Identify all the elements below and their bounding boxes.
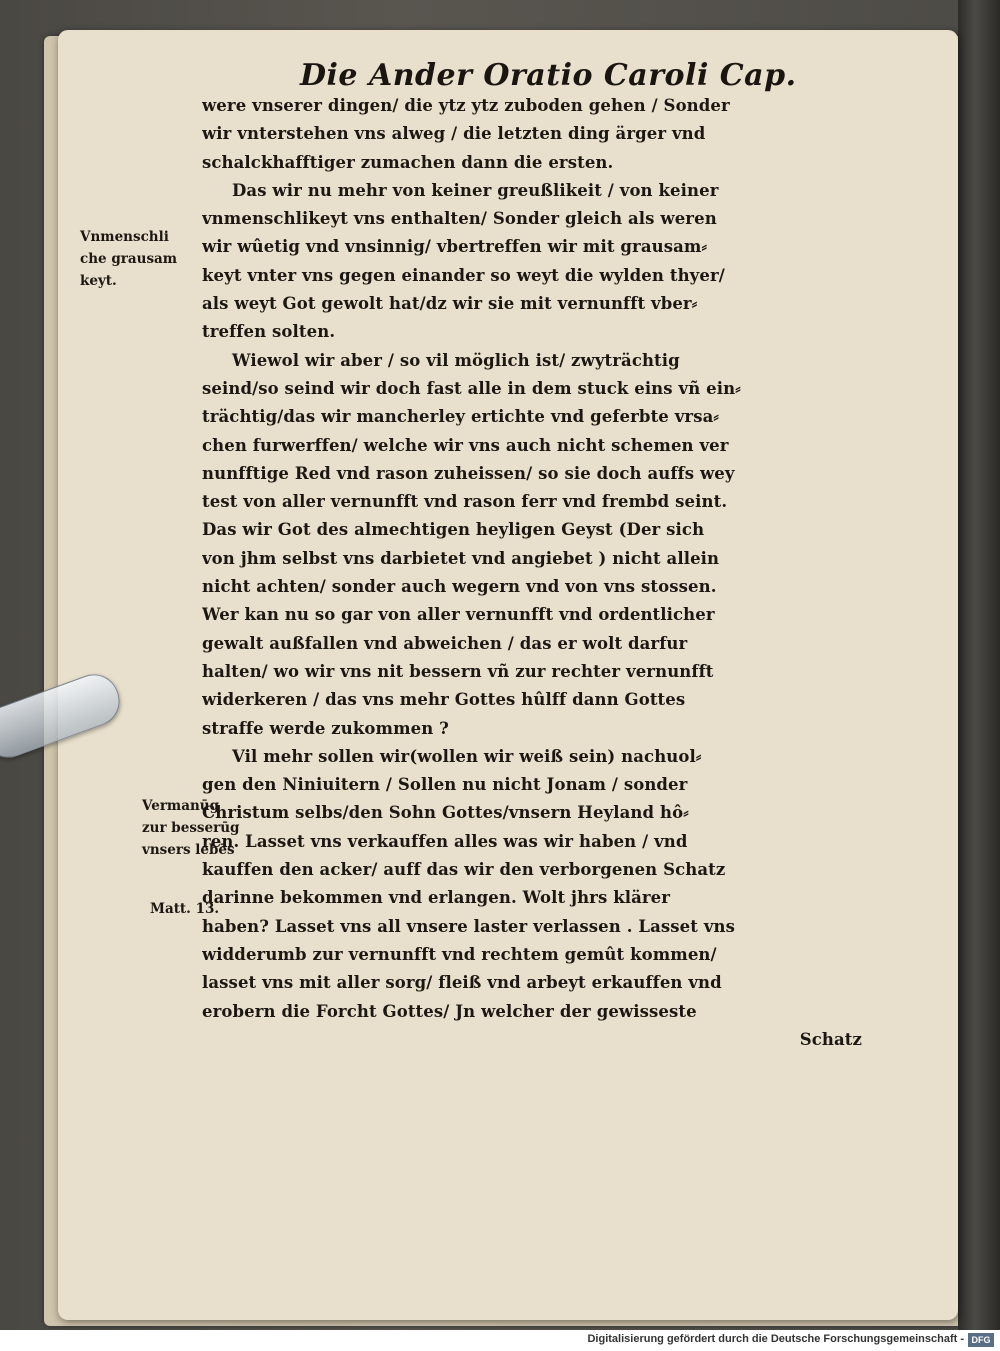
margin-note: [150, 898, 270, 920]
book-edge: [958, 0, 1000, 1330]
text-line: Das wir Got des almechtigen heyligen Geyst (Der sich: [202, 520, 705, 540]
margin-note-line: che grausam: [80, 251, 178, 267]
text-line: Wiewol wir aber / so vil möglich ist/ zwyträchtig: [232, 350, 680, 370]
text-line: wir vnterstehen vns alweg / die letzten ding ärger vnd: [202, 124, 706, 144]
text-line: nicht achten/ sonder auch wegern vnd von vns stossen.: [202, 577, 717, 597]
text-line: kauffen den acker/ auff das wir den verborgenen Schatz: [202, 860, 726, 880]
text-line: lasset vns mit aller sorg/ fleiß vnd arbeyt erkauffen vnd: [202, 973, 722, 993]
text-line: keyt vnter vns gegen einander so weyt die wylden thyer/: [202, 265, 725, 285]
text-line: gen den Niniuitern / Sollen nu nicht Jonam / sonder: [202, 775, 688, 795]
text-line: chen furwerffen/ welche wir vns auch nicht schemen ver: [202, 435, 729, 455]
text-line: Das wir nu mehr von keiner greußlikeit / von keiner: [232, 180, 719, 200]
text-line: Christum selbs/den Sohn Gottes/vnsern Heyland hô⸗: [202, 803, 689, 823]
text-line: seind/so seind wir doch fast alle in dem stuck eins vñ ein⸗: [202, 378, 741, 398]
margin-note-line: zur besserūg: [142, 820, 240, 836]
margin-note-line: Matt. 13.: [150, 901, 220, 917]
text-line: als weyt Got gewolt hat/dz wir sie mit vernunfft vber⸗: [202, 294, 698, 314]
text-line: treffen solten.: [202, 322, 336, 342]
margin-note-line: Vermanūg: [142, 798, 220, 814]
text-line: Wer kan nu so gar von aller vernunfft vnd ordentlicher: [202, 605, 715, 625]
text-line: trächtig/das wir mancherley ertichte vnd geferbte vrsa⸗: [202, 407, 719, 427]
body-text: [202, 92, 862, 1054]
text-line: gewalt außfallen vnd abweichen / das er wolt darfur: [202, 633, 688, 653]
margin-note-line: Vnmenschli: [80, 229, 169, 245]
margin-note: [80, 226, 200, 292]
text-line: widerkeren / das vns mehr Gottes hûlff dann Gottes: [202, 690, 686, 710]
text-line: test von aller vernunfft vnd rason ferr vnd frembd seint.: [202, 492, 728, 512]
text-line: haben? Lasset vns all vnsere laster verlassen . Lasset vns: [202, 916, 736, 936]
text-line: Vil mehr sollen wir(wollen wir weiß sein) nachuol⸗: [232, 746, 702, 766]
page-heading: Die Ander Oratio Caroli Cap.: [300, 58, 797, 93]
text-line: ren. Lasset vns verkauffen alles was wir haben / vnd: [202, 831, 688, 851]
text-line: were vnserer dingen/ die ytz ytz zuboden gehen / Sonder: [202, 96, 730, 115]
text-line: straffe werde zukommen ?: [202, 718, 449, 738]
text-line: halten/ wo wir vns nit bessern vñ zur rechter vernunfft: [202, 661, 714, 681]
catchword: Schatz: [799, 1029, 862, 1049]
text-line: vnmenschlikeyt vns enthalten/ Sonder gleich als weren: [202, 209, 717, 229]
footer-bar: [0, 1330, 1000, 1351]
text-line: schalckhafftiger zumachen dann die ersten.: [202, 152, 614, 172]
margin-note-line: vnsers lebēs: [142, 842, 235, 858]
text-line: wir wûetig vnd vnsinnig/ vbertreffen wir mit grausam⸗: [202, 237, 708, 257]
margin-note: [142, 795, 262, 861]
text-line: erobern die Forcht Gottes/ Jn welcher der gewisseste: [202, 1001, 697, 1021]
funding-credit: Digitalisierung gefördert durch die Deutsche Forschungsgemeinschaft -: [587, 1333, 964, 1345]
text-line: darinne bekommen vnd erlangen. Wolt jhrs klärer: [202, 888, 671, 908]
text-line: widderumb zur vernunfft vnd rechtem gemût kommen/: [202, 944, 717, 964]
margin-note-line: keyt.: [80, 273, 117, 289]
text-line: nunfftige Red vnd rason zuheissen/ so sie doch auffs wey: [202, 463, 735, 483]
dfg-logo-icon: DFG: [968, 1333, 994, 1347]
text-line: von jhm selbst vns darbietet vnd angiebet ) nicht allein: [202, 548, 720, 568]
